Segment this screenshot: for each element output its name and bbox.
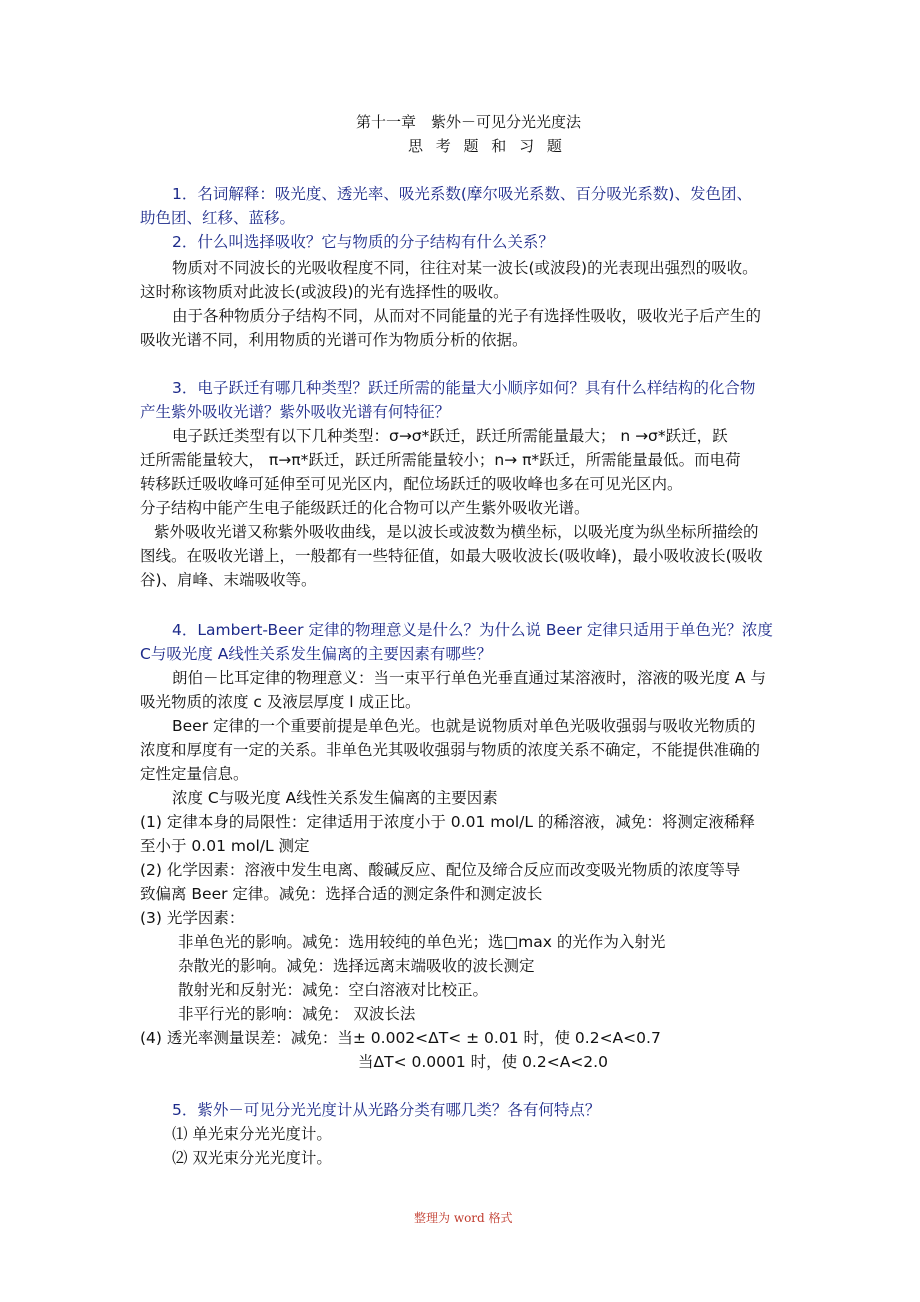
question-4-line-2: C与吸光度 A线性关系发生偏离的主要因素有哪些？ <box>140 645 492 663</box>
factor-3-item-2: 杂散光的影响。减免：选择远离末端吸收的波长测定 <box>178 957 535 975</box>
answer-2-line-1: 物质对不同波长的光吸收程度不同，往往对某一波长(或波段)的光表现出强烈的吸收。 <box>172 259 758 277</box>
answer-3-line-5: 紫外吸收光谱又称紫外吸收曲线，是以波长或波数为横坐标，以吸光度为纵坐标所描绘的 <box>154 523 759 541</box>
chapter-title: 第十一章 紫外－可见分光光度法 <box>356 113 582 131</box>
question-1-line-2: 助色团、红移、蓝移。 <box>140 209 296 227</box>
question-3-line-1: 3．电子跃迁有哪几种类型？跃迁所需的能量大小顺序如何？具有什么样结构的化合物 <box>172 379 756 397</box>
answer-3-line-1: 电子跃迁类型有以下几种类型：σ→σ*跃迁，跃迁所需能量最大； n →σ*跃迁，跃 <box>172 427 728 445</box>
answer-2-line-3: 由于各种物质分子结构不同，从而对不同能量的光子有选择性吸收，吸收光子后产生的 <box>172 307 762 325</box>
factor-1-line-2: 至小于 0.01 mol/L 测定 <box>140 837 310 855</box>
answer-4-line-4: 浓度和厚度有一定的关系。非单色光其吸收强弱与物质的浓度关系不确定，不能提供准确的 <box>140 741 761 759</box>
factor-2-line-2: 致偏离 Beer 定律。减免：选择合适的测定条件和测定波长 <box>140 885 543 903</box>
question-5: 5．紫外－可见分光光度计从光路分类有哪几类？各有何特点？ <box>172 1101 601 1119</box>
answer-3-line-6: 图线。在吸收光谱上，一般都有一些特征值，如最大吸收波长(吸收峰)，最小吸收波长(吸收 <box>140 547 763 565</box>
answer-3-line-2: 迁所需能量较大， π→π*跃迁，跃迁所需能量较小；n→ π*跃迁，所需能量最低。而电荷 <box>140 451 741 469</box>
answer-2-line-4: 吸收光谱不同，利用物质的光谱可作为物质分析的依据。 <box>140 331 528 349</box>
answer-2-line-2: 这时称该物质对此波长(或波段)的光有选择性的吸收。 <box>140 283 509 301</box>
factor-4-line-2: 当ΔT< 0.0001 时，使 0.2<A<2.0 <box>358 1053 608 1071</box>
factor-3-item-3: 散射光和反射光：减免：空白溶液对比校正。 <box>178 981 489 999</box>
answer-4-line-2: 吸光物质的浓度 c 及液层厚度 l 成正比。 <box>140 693 421 711</box>
answer-3-line-4: 分子结构中能产生电子能级跃迁的化合物可以产生紫外吸收光谱。 <box>140 499 590 517</box>
question-3-line-2: 产生紫外吸收光谱？紫外吸收光谱有何特征？ <box>140 403 451 421</box>
answer-4-line-5: 定性定量信息。 <box>140 765 249 783</box>
answer-4-line-6: 浓度 C与吸光度 A线性关系发生偏离的主要因素 <box>172 789 498 807</box>
factor-4-line-1: (4) 透光率测量误差：减免：当± 0.002<ΔT< ± 0.01 时，使 0.2<A<0.7 <box>140 1029 661 1047</box>
question-1-line-1: 1．名词解释：吸光度、透光率、吸光系数(摩尔吸光系数、百分吸光系数)、发色团、 <box>172 185 752 203</box>
question-4-line-1: 4．Lambert-Beer 定律的物理意义是什么？为什么说 Beer 定律只适用于单色光？浓度 <box>172 621 773 639</box>
section-subtitle: 思 考 题 和 习 题 <box>408 137 566 155</box>
page-footer: 整理为 word 格式 <box>414 1211 513 1225</box>
factor-3-item-1: 非单色光的影响。减免：选用较纯的单色光；选□max 的光作为入射光 <box>178 933 666 951</box>
answer-4-line-1: 朗伯－比耳定律的物理意义：当一束平行单色光垂直通过某溶液时，溶液的吸光度 A 与 <box>172 669 766 687</box>
answer-3-line-7: 谷)、肩峰、末端吸收等。 <box>140 571 317 589</box>
factor-3-heading: (3) 光学因素： <box>140 909 245 927</box>
factor-2-line-1: (2) 化学因素：溶液中发生电离、酸碱反应、配位及缔合反应而改变吸光物质的浓度等导 <box>140 861 741 879</box>
factor-1-line-1: (1) 定律本身的局限性：定律适用于浓度小于 0.01 mol/L 的稀溶液，减免：将测定液稀释 <box>140 813 755 831</box>
answer-3-line-3: 转移跃迁吸收峰可延伸至可见光区内，配位场跃迁的吸收峰也多在可见光区内。 <box>140 475 683 493</box>
factor-3-item-4: 非平行光的影响：减免： 双波长法 <box>178 1005 416 1023</box>
question-2: 2．什么叫选择吸收？它与物质的分子结构有什么关系？ <box>172 233 554 251</box>
answer-4-line-3: Beer 定律的一个重要前提是单色光。也就是说物质对单色光吸收强弱与吸收光物质的 <box>172 717 756 735</box>
answer-5-line-2: ⑵ 双光束分光光度计。 <box>172 1149 332 1167</box>
answer-5-line-1: ⑴ 单光束分光光度计。 <box>172 1125 332 1143</box>
